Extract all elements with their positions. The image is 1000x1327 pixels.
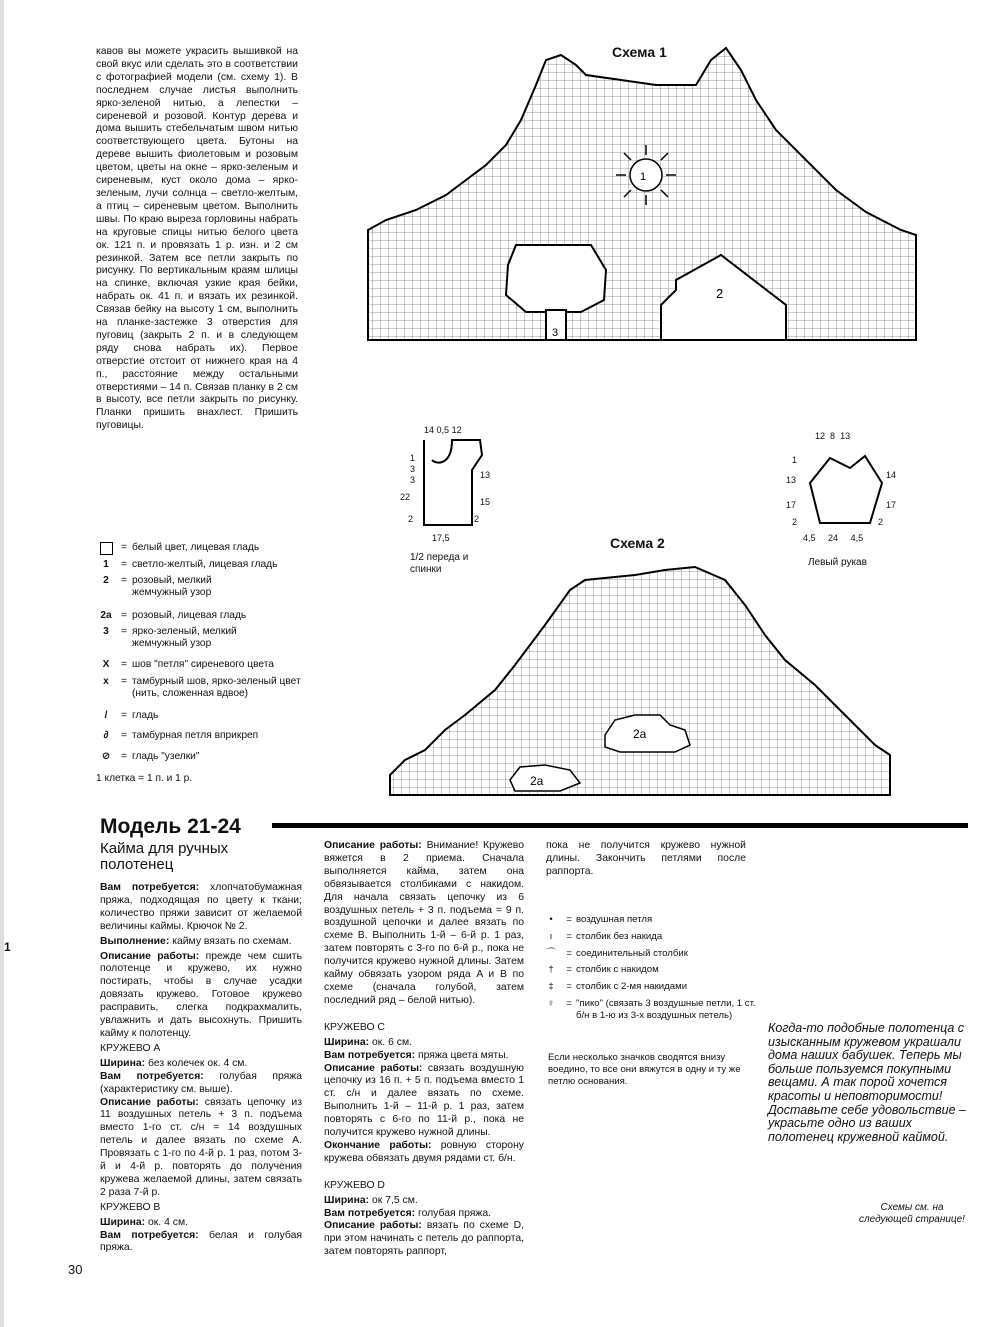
column-a: Вам потребуется: хлопчатобумажная пряжа, подходящая по цвету к ткани; количество пряжи зависит от желаемой величины каймы. Крючок № 2. Выполнение: кайму вязать по схемам. Описание работы: прежде чем сшить полотенце и кружево, их нужно постирать, чтобы в случае усадки довязать кружево. Готовое кружево расправить, слегка подкрахмалить, увлажнить и дать высохнуть. Пришить кайму к полотенцу. КРУЖЕВО A Ширина: без колечек ок. 4 см. Вам потребуется: голубая пряжа (характеристику см. выше). Описание работы: связать цепочку из 11 воздушных петель + 3 п. подъема вместо 1-го ст. с/н = 14 воздушных петель и далее вязать по схеме A. Провязать с 1-го по 4-й р. 1 раз, потом 3-й и 4-й р. повторять до получения кружева желаемой длины, затем связать 2 раза 7-й р. КРУЖЕВО B Ширина: ок. 4 см. Вам потребуется: белая и голубая пряжа. xyxy=(100,882,302,1254)
lace-note: Если несколько значков сводятся внизу воедино, то все они вяжутся в одну и ту же петлю основания. xyxy=(548,1052,741,1088)
legend-note: 1 клетка = 1 п. и 1 р. xyxy=(96,773,193,784)
legend-item: ⊘ = гладь "узелки" xyxy=(101,751,200,762)
column-b: Описание работы: Внимание! Кружево вяжется в 2 приема. Сначала выполняется кайма, затем она обвязывается столбиками с накидом. Для начала связать цепочку из 6 воздушных петель + 3 п. подъема = 9 п. воздушной цепочки и далее вязать по схеме B. Выполнить 1-й – 6-й р. 1 раз, затем повторять с 3-го по 6-й р., пока не получится кружево нужной длины. Затем кайму обвязать узором ряда A и B по схеме (сначала голубой, затем последний ряд – белой нитью). КРУЖЕВО C Ширина: ок. 6 см. Вам потребуется: пряжа цвета мяты. Описание работы: связать воздушную цепочку из 16 п. + 5 п. подъема вместо 1 ст. с/н и далее вязать по схеме. Выполнить 1-й – 11-й р. 1 раз, затем повторять с 6-го по 11-й р., пока не получится кружево нужной длины. Окончание работы: ровную сторону кружева обвязать двумя рядами ст. б/н. КРУЖЕВО D Ширина: ок 7,5 см. Вам потребуется: голубая пряжа. Описание работы: вязать по схеме D, при этом начинать с петель до раппорта, затем повторять раппорт, xyxy=(324,840,525,1258)
schemes-note: Схемы см. на следующей странице! xyxy=(859,1202,965,1225)
pull-quote: Когда-то подобные полотенца с изысканным кружевом украшали дома наших бабушек. Теперь мы больше пользуемся покупными вещами. А так порой хочется красоты и неповторимости! Доставьте себе удовольствие – украсьте одно из ваших полотенец кружевной каймой. xyxy=(768,1021,966,1144)
legend-item: 1 = светло-желтый, лицевая гладь xyxy=(103,559,278,570)
scheme1-title: Схема 1 xyxy=(612,44,667,60)
lace-legend xyxy=(540,914,760,1034)
sleeve-dim-13: 13 xyxy=(786,475,797,485)
front-dim-22: 22 xyxy=(400,492,411,502)
scheme2-title: Схема 2 xyxy=(610,535,665,551)
pattern-sleeve xyxy=(780,428,910,548)
binding-edge xyxy=(0,0,4,1327)
column-c: пока не получится кружево нужной длины. Закончить петлями после раппорта. xyxy=(546,840,746,877)
front-dim-width: 17,5 xyxy=(432,533,450,543)
legend-item: x = тамбурный шов, ярко-зеленый цвет (нить, сложенная вдвое) xyxy=(103,676,301,700)
scheme2-chart xyxy=(385,555,905,805)
legend-item: ∂ = тамбурная петля вприкреп xyxy=(103,730,259,741)
sleeve-dim-2a: 2 xyxy=(792,517,798,527)
heading-rule xyxy=(272,823,968,828)
model-title: Модель 21-24 xyxy=(100,815,241,838)
white-square-icon xyxy=(100,542,113,555)
pattern-front xyxy=(392,425,502,550)
front-dim-2a: 2 xyxy=(408,514,414,524)
legend-item: 2a = розовый, лицевая гладь xyxy=(100,610,247,621)
legend-item: 3 = ярко-зеленый, мелкий жемчужный узор xyxy=(103,626,237,650)
scheme1-label-3: 3 xyxy=(552,327,559,339)
lace-legend-item: ı = столбик без накида xyxy=(549,931,663,942)
legend-item: / = гладь xyxy=(104,710,159,721)
lace-legend-item: † = столбик с накидом xyxy=(548,964,659,975)
lace-b-heading: КРУЖЕВО B xyxy=(100,1201,161,1213)
scheme1-chart xyxy=(356,40,926,360)
margin-mark: 1 xyxy=(4,940,11,954)
scheme1-label-1: 1 xyxy=(640,171,647,183)
lace-legend-item: ⌒ = соединительный столбик xyxy=(546,948,688,959)
sleeve-dim-17b: 17 xyxy=(886,500,897,510)
sleeve-dim-17a: 17 xyxy=(786,500,797,510)
front-dim-3a: 3 xyxy=(410,464,416,474)
front-dim-1: 1 xyxy=(410,453,416,463)
scheme2-label-b: 2a xyxy=(530,774,544,788)
sleeve-caption: Левый рукав xyxy=(808,557,867,568)
front-dim-2b: 2 xyxy=(474,514,480,524)
lace-d-heading: КРУЖЕВО D xyxy=(324,1179,385,1191)
sleeve-dim-1: 1 xyxy=(792,455,798,465)
lace-c-heading: КРУЖЕВО C xyxy=(324,1021,385,1033)
lace-legend-item: ‡ = столбик с 2-мя накидами xyxy=(548,981,688,992)
sleeve-dim-top: 12 8 13 xyxy=(815,431,851,441)
scheme2-label-a: 2a xyxy=(633,727,647,741)
sleeve-dim-bottom: 4,5 24 4,5 xyxy=(803,533,864,543)
front-dim-3b: 3 xyxy=(410,475,416,485)
lace-a-heading: КРУЖЕВО A xyxy=(100,1042,161,1054)
scheme1-label-2: 2 xyxy=(716,286,724,301)
front-dim-top: 14 0,5 12 xyxy=(424,425,462,435)
legend-item: = белый цвет, лицевая гладь xyxy=(96,542,322,559)
sleeve-dim-2b: 2 xyxy=(878,517,884,527)
legend-item: X = шов "петля" сиреневого цвета xyxy=(102,659,274,670)
front-dim-15: 15 xyxy=(480,497,491,507)
legend-item: 2 = розовый, мелкий жемчужный узор xyxy=(103,575,212,599)
page-number: 30 xyxy=(68,1262,83,1277)
model-subtitle: Кайма для ручных полотенец xyxy=(100,840,229,873)
sleeve-dim-14: 14 xyxy=(886,470,897,480)
lace-legend-item: ♀ = "пико" (связать 3 воздушные петли, 1 ст. б/н в 1-ю из 3-х воздушных петель) xyxy=(547,998,756,1022)
front-dim-13: 13 xyxy=(480,470,491,480)
legend xyxy=(96,540,326,790)
front-caption: 1/2 переда и спинки xyxy=(410,552,469,575)
lace-legend-item: • = воздушная петля xyxy=(549,914,653,925)
intro-text: кавов вы можете украсить вышивкой на свой вкус или сделать это в соответствии с фотографией модели (см. схему 1). В последнем случае листья выполнить ярко-зеленой нитью, а лепестки – сиреневой и розовой. Контур дерева и дома вышить стебельчатым швом нитью соответствующего цвета. Бутоны на дереве вышить фиолетовым и розовым цветом, цветы на окне – ярко-зеленым и сиреневым, куст около дома – ярко-зеленым, лучи солнца – светло-желтым, а птиц – сиреневым цветом. Выполнить швы. По краю выреза горловины набрать на круговые спицы нитью белого цвета ок. 121 п. и провязать 1 р. изн. и 2 см резинкой. Затем все петли закрыть по рисунку. По вертикальным краям шлицы на спинке, включая узкие края бейки, набрать ок. 41 п. и вязать их резинкой. Связав бейку на высоту 1 см, выполнить на планке-застежке 3 отверстия для пуговиц (закрыть 2 п. и в следующем ряду снова набрать их). Первое отверстие отстоит от нижнего края на 4 п., расстояние между остальными отверстиями – 14 п. Связав планку в 2 см в высоту, все петли закрыть по рисунку. Планки пришить внахлест. Пришить пуговицы. xyxy=(96,46,298,432)
